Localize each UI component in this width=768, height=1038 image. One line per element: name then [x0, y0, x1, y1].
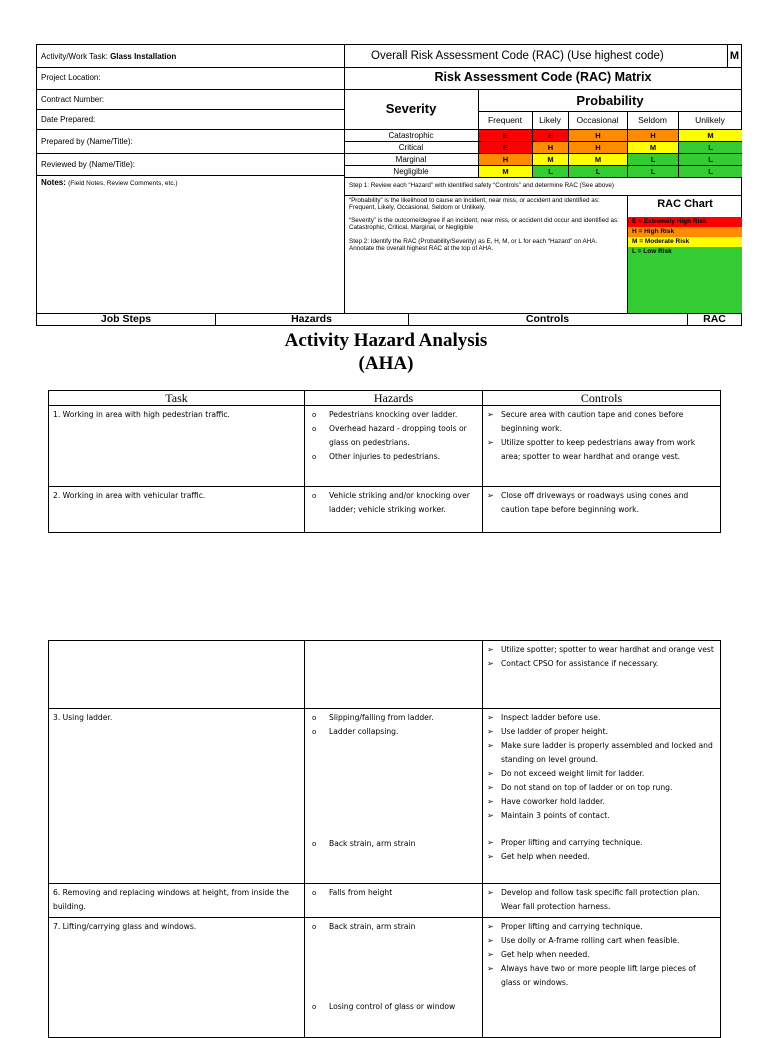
- job-steps-column: Job Steps: [100, 313, 152, 325]
- controls-column: Controls: [525, 313, 570, 325]
- aha-table-page1: [48, 390, 721, 533]
- controls-cell: [483, 487, 721, 533]
- task-cell: 7. Lifting/carrying glass and windows.: [49, 918, 305, 1038]
- hazard-item: o Other injuries to pedestrians.: [309, 450, 478, 464]
- task-cell: [49, 641, 305, 709]
- control-item: ➢ Utilize spotter; spotter to wear hardhat and orange vest: [487, 643, 716, 657]
- task-cell: 6. Removing and replacing windows at height, from inside the building.: [49, 884, 305, 918]
- control-item: ➢ Utilize spotter to keep pedestrians away from work area; spotter to wear hardhat and orange vest.: [487, 436, 716, 464]
- controls-cell: [483, 884, 721, 918]
- task-cell: 3. Using ladder.: [49, 709, 305, 884]
- rac-code-cell: M: [628, 142, 678, 153]
- project-location-label: Project Location:: [41, 73, 101, 82]
- hazard-item: o Back strain, arm strain: [309, 920, 478, 934]
- control-item: ➢ Use dolly or A-frame rolling cart when feasible.: [487, 934, 716, 948]
- task-cell: 2. Working in area with vehicular traffic.: [49, 487, 305, 533]
- hazard-item: o Losing control of glass or window: [309, 1000, 478, 1014]
- rac-code-cell: L: [628, 166, 678, 177]
- rac-code-cell: E: [479, 142, 532, 153]
- reviewed-by-label: Reviewed by (Name/Title):: [41, 160, 135, 169]
- hazard-item: o Vehicle striking and/or knocking over ladder; vehicle striking worker.: [309, 489, 478, 517]
- hazard-item: o Ladder collapsing.: [309, 725, 478, 739]
- rac-code-cell: H: [533, 142, 568, 153]
- probability-column-occasional: Occasional: [576, 115, 619, 125]
- hazard-item: o Back strain, arm strain: [309, 837, 478, 851]
- rac-code-cell: H: [628, 130, 678, 141]
- hazards-cell: [305, 487, 483, 533]
- rac-code-cell: M: [533, 154, 568, 165]
- rac-code-cell: E: [533, 130, 568, 141]
- table-row: [49, 406, 721, 487]
- rac-code-cell: H: [569, 130, 627, 141]
- hazard-item: o Falls from height: [309, 886, 478, 900]
- severity-row-catastrophic: Catastrophic: [388, 131, 434, 140]
- control-item: ➢ Get help when needed.: [487, 948, 716, 962]
- overall-rac-label: Overall Risk Assessment Code (RAC) (Use highest code): [371, 50, 664, 62]
- rac-code-cell: L: [533, 166, 568, 177]
- hazard-item: o Pedestrians knocking over ladder.: [309, 408, 478, 422]
- contract-number-label: Contract Number:: [41, 95, 105, 104]
- task-cell: 1. Working in area with high pedestrian traffic.: [49, 406, 305, 487]
- task-header: Task: [49, 391, 305, 406]
- control-item: ➢ Secure area with caution tape and cones before beginning work.: [487, 408, 716, 436]
- prepared-by-label: Prepared by (Name/Title):: [41, 137, 133, 146]
- activity-label: Activity/Work Task: Glass Installation: [41, 52, 177, 61]
- controls-cell: [483, 641, 721, 709]
- severity-row-marginal: Marginal: [395, 155, 427, 164]
- control-item: ➢ Proper lifting and carrying technique.: [487, 836, 716, 850]
- title-line-1: Activity Hazard Analysis: [284, 330, 488, 351]
- page-title: [200, 329, 572, 375]
- aha-header-form: [36, 44, 742, 326]
- hazards-cell: [305, 406, 483, 487]
- control-item: ➢ Always have two or more people lift large pieces of glass or windows.: [487, 962, 716, 990]
- table-row: [49, 487, 721, 533]
- hazards-column: Hazards: [291, 313, 332, 325]
- rac-column: RAC: [703, 313, 726, 325]
- date-prepared-label: Date Prepared:: [41, 115, 96, 124]
- controls-cell: [483, 709, 721, 884]
- notes-label: Notes: (Field Notes, Review Comments, etc.): [41, 178, 178, 187]
- probability-column-likely: Likely: [539, 115, 561, 125]
- table-row: [49, 709, 721, 884]
- rac-code-cell: M: [679, 130, 742, 141]
- rac-code-cell: E: [479, 130, 532, 141]
- hazards-cell: [305, 641, 483, 709]
- probability-column-unlikely: Unlikely: [695, 115, 725, 125]
- hazard-item: o Slipping/falling from ladder.: [309, 711, 478, 725]
- hazards-cell: [305, 918, 483, 1038]
- rac-chart-legend: [628, 217, 742, 313]
- rac-code-cell: H: [479, 154, 532, 165]
- control-item: ➢ Proper lifting and carrying technique.: [487, 920, 716, 934]
- control-item: ➢ Maintain 3 points of contact.: [487, 809, 716, 823]
- rac-code-cell: H: [569, 142, 627, 153]
- aha-table-page2: [48, 640, 721, 1038]
- hazards-cell: [305, 884, 483, 918]
- table-row: [49, 884, 721, 918]
- probability-definition: “Probability” is the likelihood to cause an incident, near miss, or accident and identified as: Frequent, Likely, Occasional, Seldom or Unlikely.: [349, 197, 600, 212]
- controls-cell: [483, 918, 721, 1038]
- rac-chart-e: E = Extremely High Risk: [628, 217, 742, 227]
- title-line-2: (AHA): [358, 353, 414, 374]
- severity-definition: “Severity” is the outcome/degree if an incident, near miss, or accident did occur and identified as: Catastrophic, Critical, Marginal, or Negligible: [349, 217, 619, 232]
- control-item: ➢ Get help when needed.: [487, 850, 716, 864]
- control-item: ➢ Close off driveways or roadways using cones and caution tape before beginning work.: [487, 489, 716, 517]
- control-item: ➢ Inspect ladder before use.: [487, 711, 716, 725]
- control-item: ➢ Do not stand on top of ladder or on top rung.: [487, 781, 716, 795]
- severity-heading: Severity: [385, 101, 437, 116]
- probability-column-frequent: Frequent: [487, 115, 523, 125]
- controls-cell: [483, 406, 721, 487]
- hazards-cell: [305, 709, 483, 884]
- rac-code-cell: L: [679, 142, 742, 153]
- rac-code-cell: L: [628, 154, 678, 165]
- rac-chart-l: L = Low Risk: [628, 247, 742, 313]
- severity-row-negligible: Negligible: [393, 167, 429, 176]
- activity-value: Glass Installation: [110, 52, 177, 61]
- rac-code-cell: M: [569, 154, 627, 165]
- control-item: ➢ Make sure ladder is properly assembled and locked and standing on level ground.: [487, 739, 716, 767]
- step2-text: Step 2: Identify the RAC (Probability/Severity) as E, H, M, or L for each “Hazard” on AHA. Annotate the overall highest RAC at the top of AHA.: [349, 238, 598, 253]
- rac-code-cell: M: [479, 166, 532, 177]
- rac-chart-h: H = High Risk: [628, 227, 742, 237]
- probability-column-seldom: Seldom: [638, 115, 667, 125]
- rac-code-cell: L: [569, 166, 627, 177]
- control-item: ➢ Contact CPSO for assistance if necessary.: [487, 657, 716, 671]
- control-item: ➢ Have coworker hold ladder.: [487, 795, 716, 809]
- table-row: [49, 918, 721, 1038]
- step1-text: Step 1: Review each “Hazard” with identified safety “Controls” and determine RAC (See above): [349, 182, 614, 189]
- severity-row-critical: Critical: [398, 143, 424, 152]
- control-item: ➢ Do not exceed weight limit for ladder.: [487, 767, 716, 781]
- rac-chart-m: M = Moderate Risk: [628, 237, 742, 247]
- table-row: [49, 641, 721, 709]
- control-item: ➢ Use ladder of proper height.: [487, 725, 716, 739]
- probability-heading: Probability: [576, 93, 644, 108]
- rac-matrix-title: Risk Assessment Code (RAC) Matrix: [434, 70, 652, 84]
- control-item: ➢ Develop and follow task specific fall protection plan. Wear fall protection harness.: [487, 886, 716, 914]
- controls-header: Controls: [483, 391, 721, 406]
- rac-code-cell: L: [679, 166, 742, 177]
- rac-chart-title: RAC Chart: [657, 198, 713, 210]
- overall-rac-value: M: [729, 50, 740, 62]
- rac-code-cell: L: [679, 154, 742, 165]
- hazards-header: Hazards: [305, 391, 483, 406]
- hazard-item: o Overhead hazard - dropping tools or glass on pedestrians.: [309, 422, 478, 450]
